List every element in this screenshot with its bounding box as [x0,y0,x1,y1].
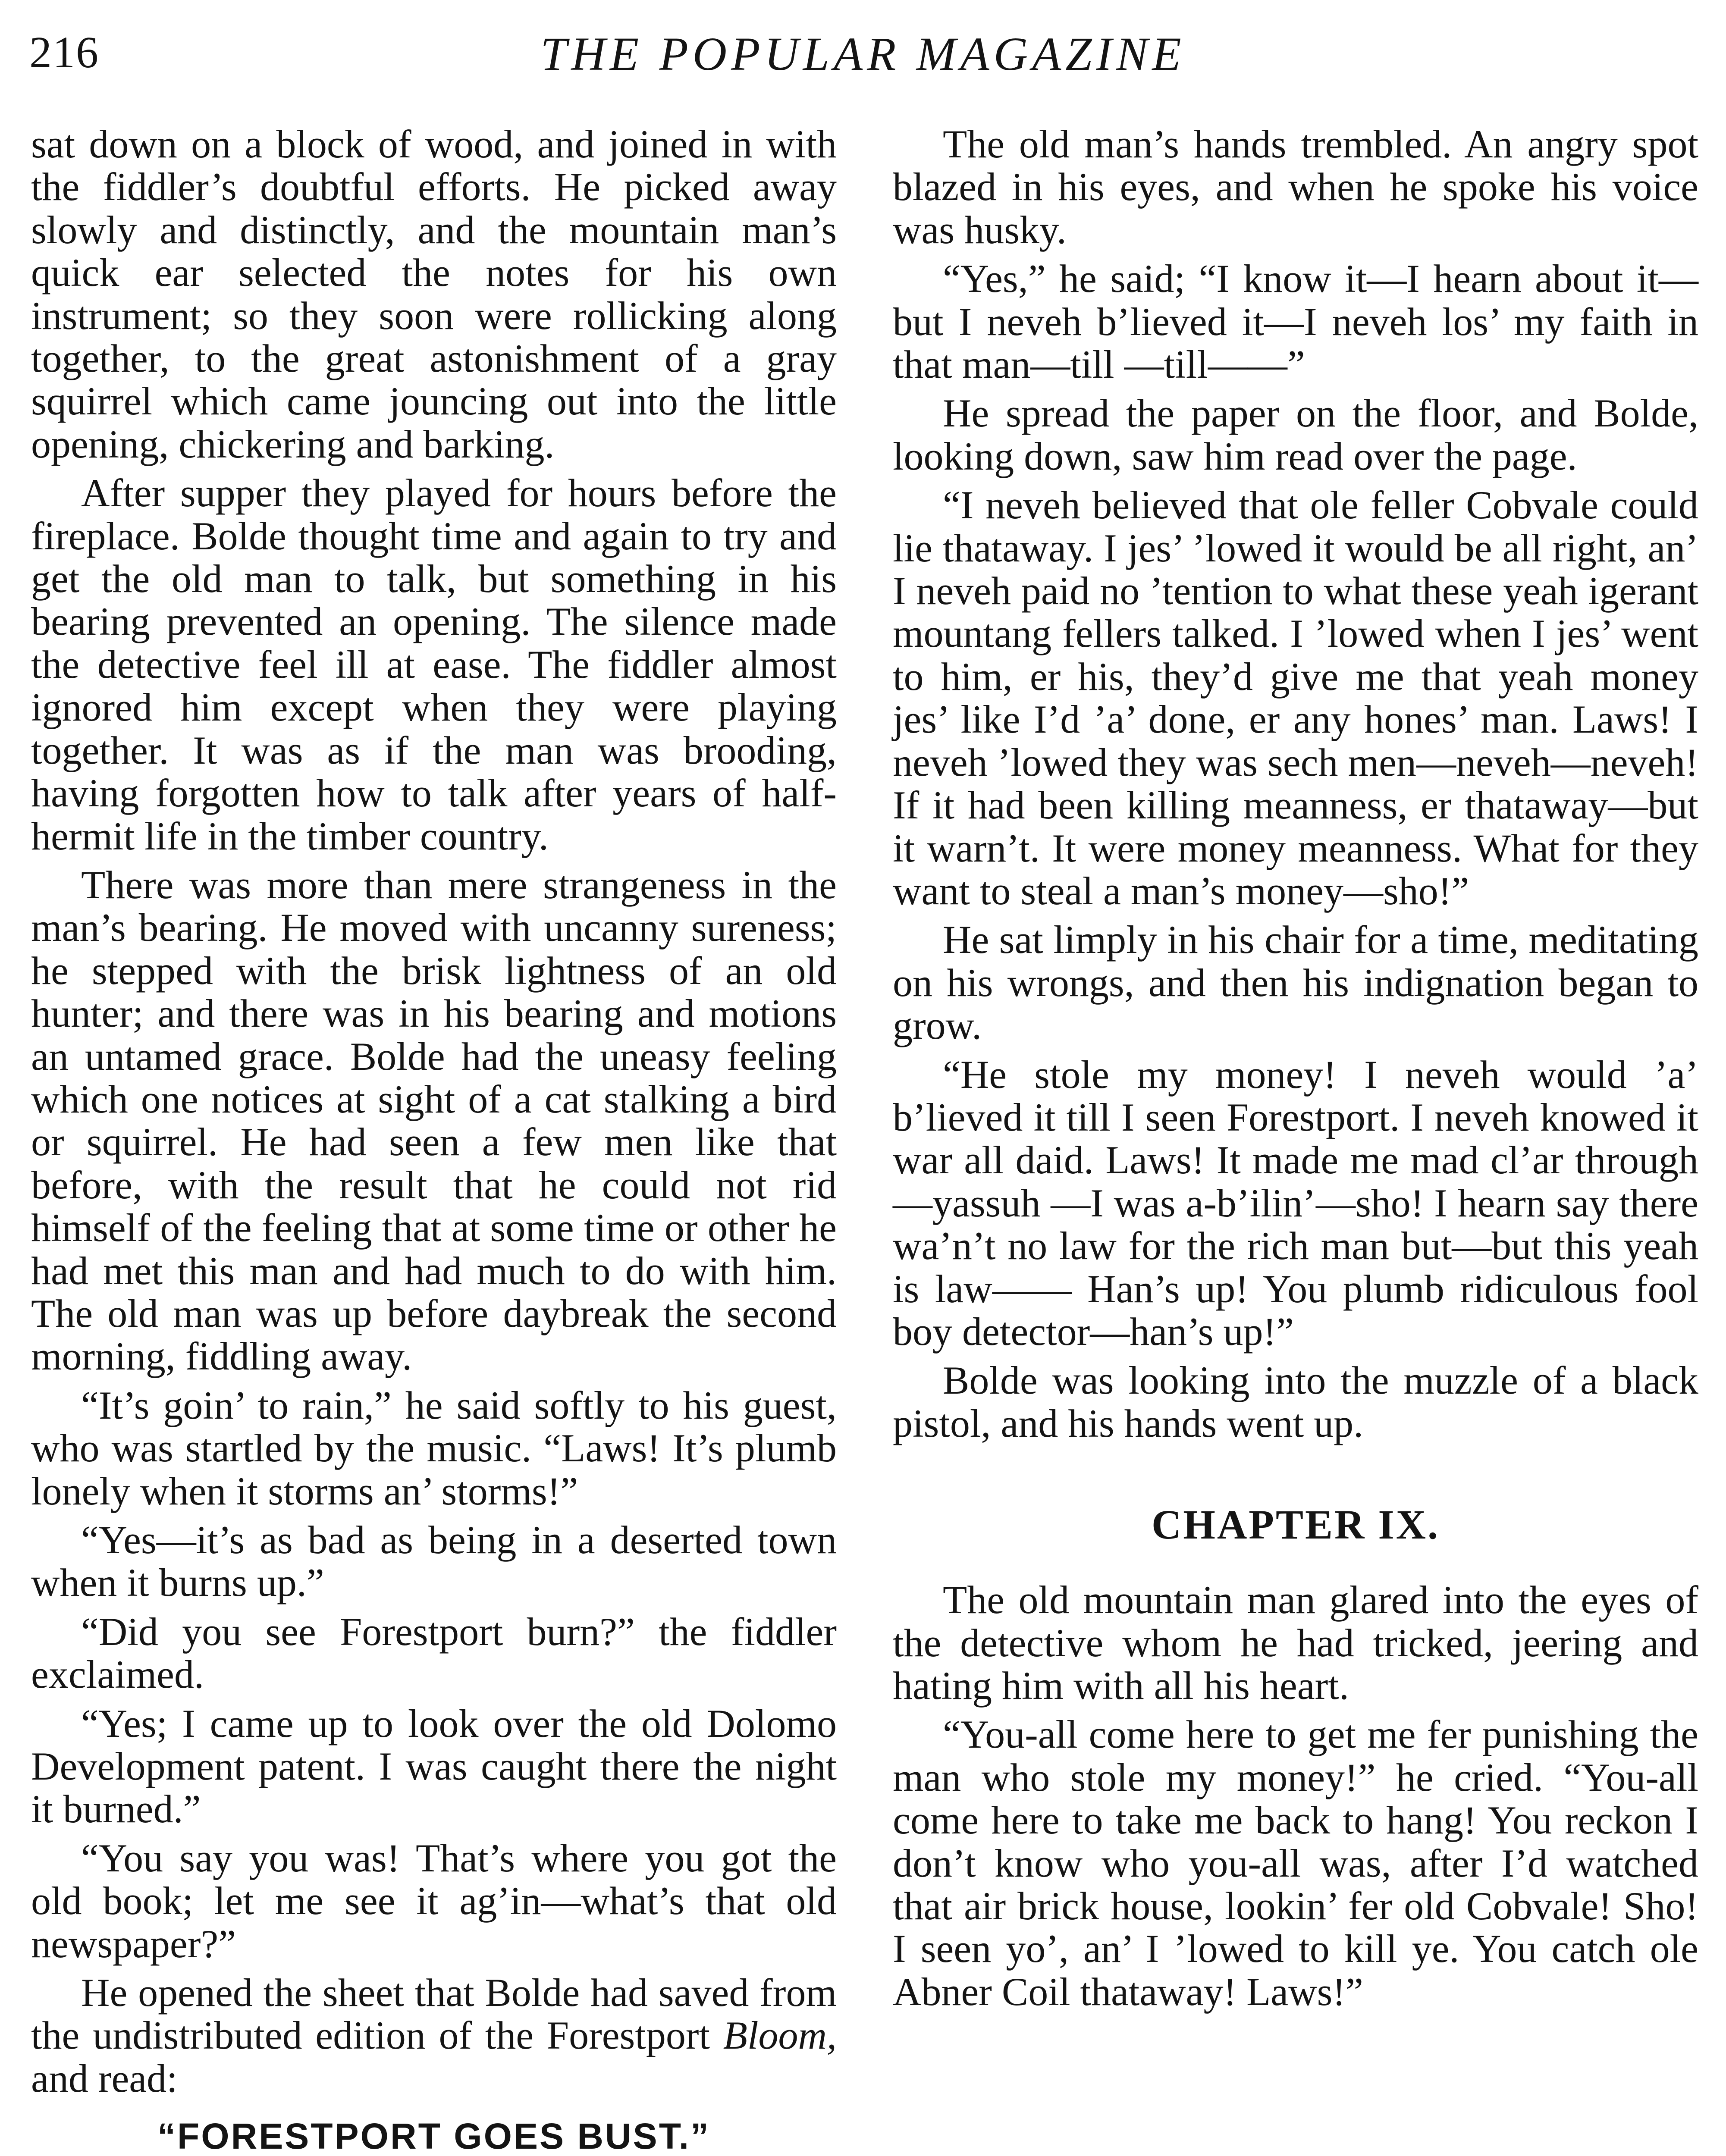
running-title: THE POPULAR MAGAZINE [540,28,1186,80]
paragraph: “Yes,” he said; “I know it—I hearn about it—but I neveh b’lieved it—I neveh los’ my faith in that man—till —till——” [893,257,1698,387]
paragraph: He spread the paper on the floor, and Bolde, looking down, saw him read over the page. [893,391,1698,478]
paragraph [31,1971,837,2100]
paragraph: He sat limply in his chair for a time, meditating on his wrongs, and then his indignation began to grow. [893,918,1698,1048]
paragraph: “Yes; I came up to look over the old Dolomo Development patent. I was caught there the night it burned.” [31,1701,837,1831]
paragraph: “I neveh believed that ole feller Cobvale could lie thataway. I jes’ ’lowed it would be all right, an’ I neveh paid no ’tention to what these yeah igerant mountang fellers talked. I ’lowed when I jes’ went to him, er his, they’d give me that yeah money jes’ like I’d ’a’ done, er any hones’ man. Laws! I neveh ’lowed they was sech men—neveh—neveh! If it had been killing meanness, er thataway—but it warn’t. It were money meanness. What for they want to steal a man’s money—sho!” [893,483,1698,913]
page-number: 216 [29,28,99,77]
paragraph: “Did you see Forestport burn?” the fiddler exclaimed. [31,1609,837,1697]
paragraph-text: and read: [31,2056,178,2100]
paragraph: “He stole my money! I neveh would ’a’ b’lieved it till I seen Forestport. I neveh knowed it war all daid. Laws! It made me mad cl’ar through—yassuh —I was a-b’ilin’—sho! I hearn say there wa’n’t no law for the rich man but—but this yeah is law—— Han’s up! You plumb ridiculous fool boy detector—han’s up!” [893,1052,1698,1354]
paragraph: There was more than mere strangeness in the man’s bearing. He moved with uncanny sureness; he stepped with the brisk lightness of an old hunter; and there was in his bearing and motions an untamed grace. Bolde had the uneasy feeling which one notices at sight of a cat stalking a bird or squirrel. He had seen a few men like that before, with the result that he could not rid himself of the feeling that at some time or other he had met this man and had much to do with him. The old man was up before daybreak the second morning, fiddling away. [31,862,837,1379]
paragraph: “It’s goin’ to rain,” he said softly to his guest, who was startled by the music. “Laws! It’s plumb lonely when it storms an’ storms!” [31,1383,837,1513]
paragraph: “You say you was! That’s where you got the old book; let me see it ag’in—what’s that old newspaper?” [31,1836,837,1966]
chapter-heading: CHAPTER IX. [1151,1501,1440,1548]
paragraph: The old man’s hands trembled. An angry spot blazed in his eyes, and when he spoke his voice was husky. [893,122,1698,252]
paragraph: After supper they played for hours before the fireplace. Bolde thought time and again to try and get the old man to talk, but something in his bearing prevented an opening. The silence made the detective feel ill at ease. The fiddler almost ignored him except when they were playing together. It was as if the man was brooding, having forgotten how to talk after years of half-hermit life in the timber country. [31,471,837,858]
right-column [893,123,1698,2013]
newspaper-name: Bloom, [723,2013,837,2058]
paragraph-text: He opened the sheet that Bolde had saved from the undistributed edition of the Forestport [31,1971,837,2058]
left-column [31,123,837,2156]
paragraph: sat down on a block of wood, and joined in with the fiddler’s doubtful efforts. He picked away slowly and distinctly, and the mountain man’s quick ear selected the notes for his own instrument; so they soon were rollicking along together, to the great astonishment of a gray squirrel which came jouncing out into the little opening, chickering and barking. [31,122,837,466]
paragraph: The old mountain man glared into the eyes of the detective whom he had tricked, jeering and hating him with all his heart. [893,1578,1698,1708]
newspaper-headline: “FORESTPORT GOES BUST.” [157,2116,711,2156]
paragraph: “Yes—it’s as bad as being in a deserted town when it burns up.” [31,1518,837,1605]
paragraph: Bolde was looking into the muzzle of a black pistol, and his hands went up. [893,1358,1698,1445]
paragraph: “You-all come here to get me fer punishing the man who stole my money!” he cried. “You-all come here to take me back to hang! You reckon I don’t know who you-all was, after I’d watched that air brick house, lookin’ fer old Cobvale! Sho! I seen yo’, an’ I ’lowed to kill ye. You catch ole Abner Coil thataway! Laws!” [893,1712,1698,2014]
